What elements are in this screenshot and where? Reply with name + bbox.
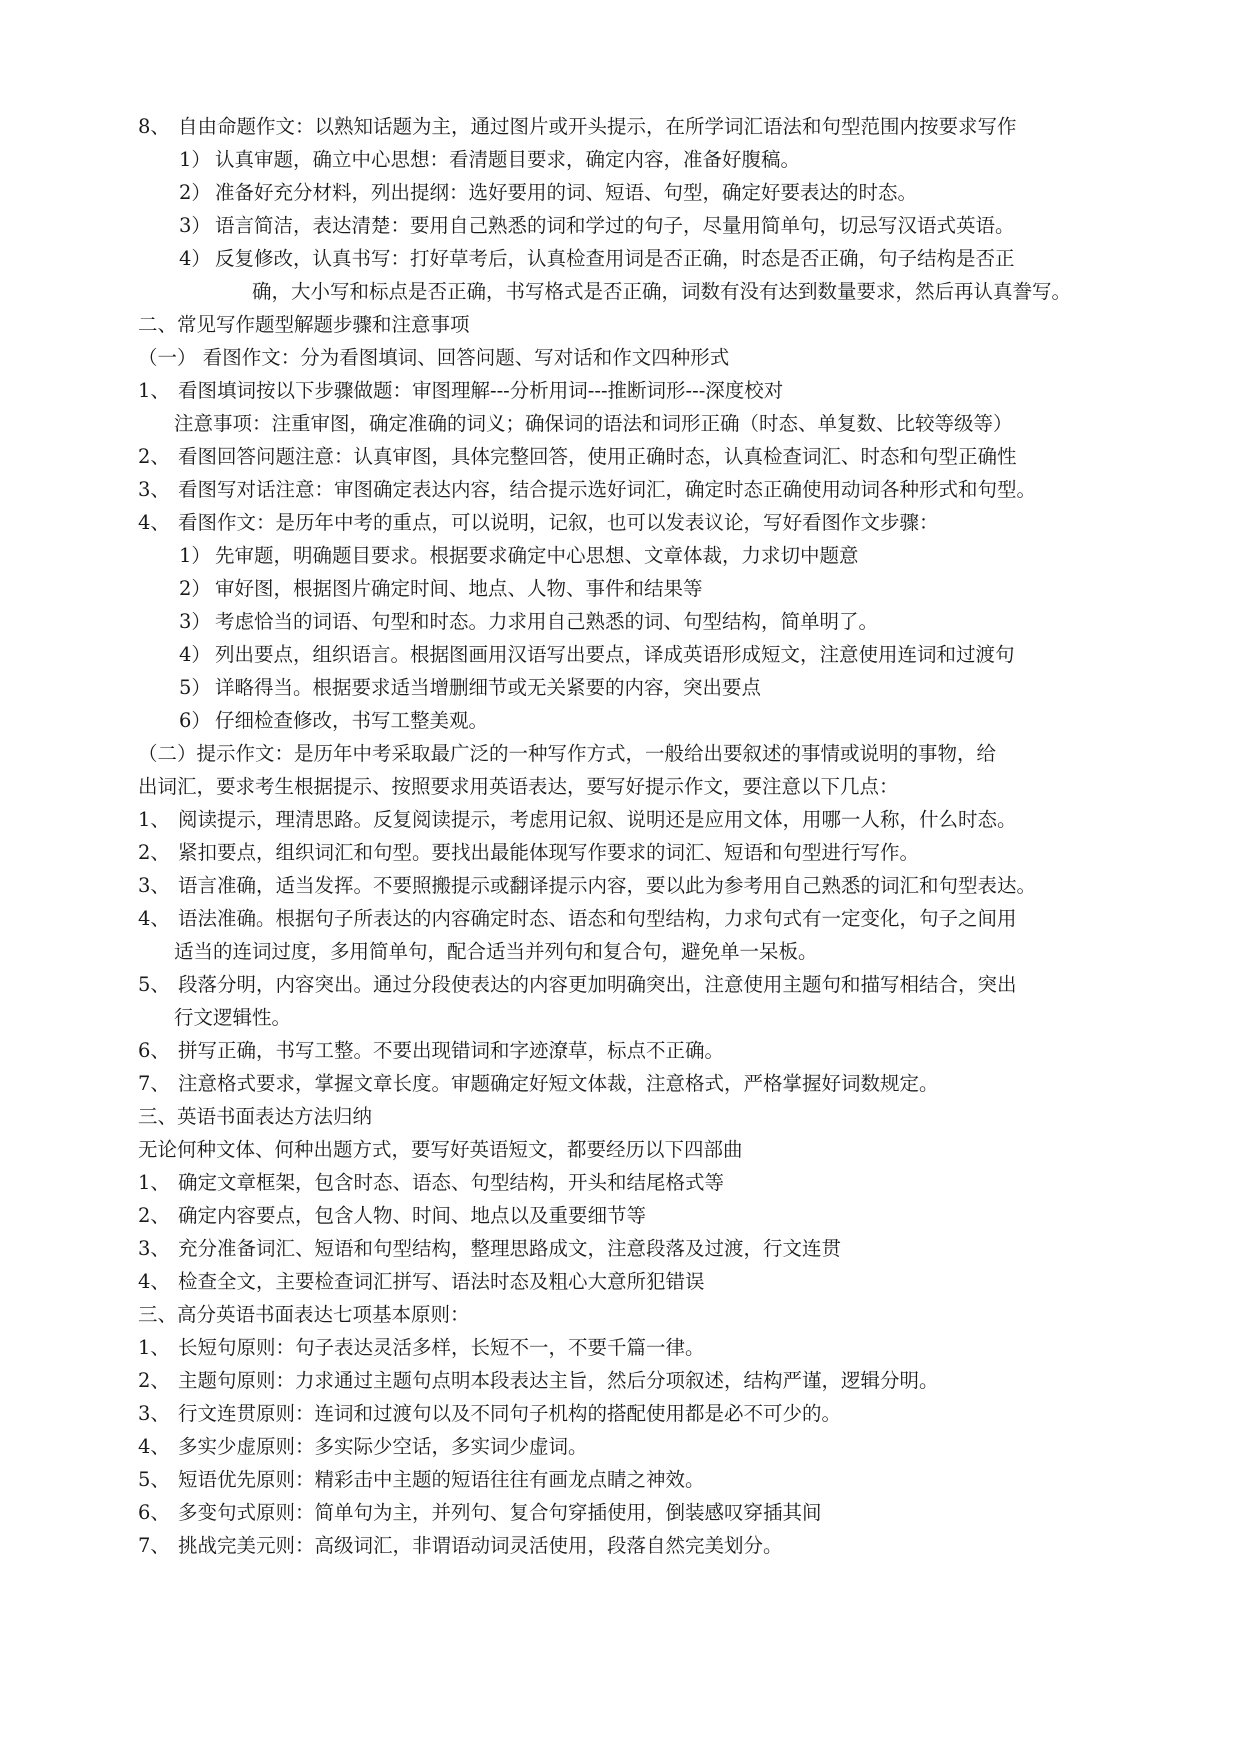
item-number: 7、: [138, 1072, 170, 1095]
line-text: 注意格式要求，掌握文章长度。审题确定好短文体裁，注意格式，严格掌握好词数规定。: [178, 1072, 939, 1095]
text-line: [138, 1463, 1118, 1496]
line-text: 充分准备词汇、短语和句型结构，整理思路成文，注意段落及过渡，行文连贯: [178, 1237, 842, 1260]
item-number: 7、: [138, 1534, 170, 1557]
line-text: 长短句原则：句子表达灵活多样，长短不一，不要千篇一律。: [178, 1336, 705, 1359]
item-number: 3）: [179, 214, 211, 237]
line-text: 三、英语书面表达方法归纳: [138, 1105, 373, 1128]
text-line: [138, 737, 1118, 770]
line-text: 语言简洁，表达清楚：要用自己熟悉的词和学过的句子，尽量用简单句，切忌写汉语式英语。: [215, 214, 1015, 237]
text-line: [138, 1232, 1118, 1265]
text-line: [138, 1529, 1118, 1562]
line-text: 列出要点，组织语言。根据图画用汉语写出要点，译成英语形成短文，注意使用连词和过渡句: [215, 643, 1015, 666]
text-line: [138, 539, 1118, 572]
text-line: [138, 1397, 1118, 1430]
line-text: 仔细检查修改，书写工整美观。: [215, 709, 489, 732]
line-text: 注意事项：注重审图，确定准确的词义；确保词的语法和词形正确（时态、单复数、比较等级等）: [174, 412, 1013, 435]
line-text: 二、常见写作题型解题步骤和注意事项: [138, 313, 470, 336]
line-text: 自由命题作文：以熟知话题为主，通过图片或开头提示，在所学词汇语法和句型范围内按要求写作: [178, 115, 1017, 138]
line-text: 认真审题，确立中心思想：看清题目要求，确定内容，准备好腹稿。: [215, 148, 801, 171]
item-number: 1）: [179, 544, 211, 567]
line-text: 看图填词按以下步骤做题：审图理解---分析用词---推断词形---深度校对: [178, 379, 784, 402]
text-line: [138, 605, 1118, 638]
text-line: [138, 869, 1118, 902]
item-number: 1、: [138, 1336, 170, 1359]
text-line: [138, 803, 1118, 836]
item-number: 4、: [138, 511, 170, 534]
line-text: 先审题，明确题目要求。根据要求确定中心思想、文章体裁，力求切中题意: [215, 544, 859, 567]
line-text: （一） 看图作文：分为看图填词、回答问题、写对话和作文四种形式: [138, 346, 730, 369]
item-number: 3、: [138, 874, 170, 897]
line-text: 短语优先原则：精彩击中主题的短语往往有画龙点睛之神效。: [178, 1468, 705, 1491]
text-line: [138, 836, 1118, 869]
item-number: 2、: [138, 841, 170, 864]
line-text: 确，大小写和标点是否正确，书写格式是否正确，词数有没有达到数量要求，然后再认真誊写。: [252, 280, 1072, 303]
text-line: [138, 902, 1118, 935]
line-text: 语言准确，适当发挥。不要照搬提示或翻译提示内容，要以此为参考用自己熟悉的词汇和句型表达。: [178, 874, 1037, 897]
line-text: 准备好充分材料，列出提纲：选好要用的词、短语、句型，确定好要表达的时态。: [215, 181, 918, 204]
line-text: 阅读提示，理清思路。反复阅读提示，考虑用记叙、说明还是应用文体，用哪一人称，什么时态。: [178, 808, 1017, 831]
text-line: [138, 506, 1118, 539]
item-number: 2、: [138, 1369, 170, 1392]
line-text: 反复修改，认真书写：打好草考后，认真检查用词是否正确，时态是否正确，句子结构是否正: [215, 247, 1015, 270]
line-text: 主题句原则：力求通过主题句点明本段表达主旨，然后分项叙述，结构严谨，逻辑分明。: [178, 1369, 939, 1392]
line-text: 适当的连词过度，多用简单句，配合适当并列句和复合句，避免单一呆板。: [174, 940, 818, 963]
text-line: [138, 1199, 1118, 1232]
line-text: 确定文章框架，包含时态、语态、句型结构，开头和结尾格式等: [178, 1171, 725, 1194]
item-number: 6）: [179, 709, 211, 732]
line-text: （二）提示作文：是历年中考采取最广泛的一种写作方式，一般给出要叙述的事情或说明的事物，给: [138, 742, 997, 765]
line-text: 语法准确。根据句子所表达的内容确定时态、语态和句型结构，力求句式有一定变化，句子之间用: [178, 907, 1017, 930]
item-number: 5、: [138, 1468, 170, 1491]
text-line: [138, 671, 1118, 704]
text-line: [138, 1100, 1118, 1133]
line-text: 审好图，根据图片确定时间、地点、人物、事件和结果等: [215, 577, 703, 600]
document-page: [138, 110, 1118, 1562]
text-line: [138, 407, 1118, 440]
line-text: 多变句式原则：简单句为主，并列句、复合句穿插使用，倒装感叹穿插其间: [178, 1501, 822, 1524]
line-text: 看图写对话注意：审图确定表达内容，结合提示选好词汇，确定时态正确使用动词各种形式和句型。: [178, 478, 1037, 501]
text-line: [138, 473, 1118, 506]
text-line: [138, 143, 1118, 176]
text-line: [138, 341, 1118, 374]
text-line: [138, 1166, 1118, 1199]
line-text: 挑战完美元则：高级词汇，非谓语动词灵活使用，段落自然完美划分。: [178, 1534, 783, 1557]
text-line: [138, 1430, 1118, 1463]
line-text: 拼写正确，书写工整。不要出现错词和字迹潦草，标点不正确。: [178, 1039, 725, 1062]
line-text: 确定内容要点，包含人物、时间、地点以及重要细节等: [178, 1204, 647, 1227]
item-number: 2）: [179, 181, 211, 204]
text-line: [138, 572, 1118, 605]
item-number: 2、: [138, 445, 170, 468]
item-number: 6、: [138, 1039, 170, 1062]
item-number: 2）: [179, 577, 211, 600]
text-line: [138, 1034, 1118, 1067]
text-line: [138, 1331, 1118, 1364]
item-number: 4、: [138, 1270, 170, 1293]
text-line: [138, 1496, 1118, 1529]
line-text: 行文逻辑性。: [174, 1006, 292, 1029]
item-number: 3、: [138, 1237, 170, 1260]
item-number: 3）: [179, 610, 211, 633]
line-text: 段落分明，内容突出。通过分段使表达的内容更加明确突出，注意使用主题句和描写相结合，突出: [178, 973, 1017, 996]
text-line: [138, 968, 1118, 1001]
text-line: [138, 308, 1118, 341]
text-line: [138, 275, 1118, 308]
item-number: 1、: [138, 379, 170, 402]
text-line: [138, 1001, 1118, 1034]
item-number: 5、: [138, 973, 170, 996]
item-number: 8、: [138, 115, 170, 138]
text-line: [138, 209, 1118, 242]
item-number: 1、: [138, 1171, 170, 1194]
text-line: [138, 770, 1118, 803]
text-line: [138, 1133, 1118, 1166]
item-number: 5）: [179, 676, 211, 699]
text-line: [138, 440, 1118, 473]
item-number: 3、: [138, 1402, 170, 1425]
item-number: 4）: [179, 247, 211, 270]
text-line: [138, 1364, 1118, 1397]
text-line: [138, 242, 1118, 275]
text-line: [138, 1067, 1118, 1100]
line-text: 考虑恰当的词语、句型和时态。力求用自己熟悉的词、句型结构，简单明了。: [215, 610, 879, 633]
item-number: 4、: [138, 907, 170, 930]
text-line: [138, 638, 1118, 671]
item-number: 6、: [138, 1501, 170, 1524]
item-number: 4、: [138, 1435, 170, 1458]
item-number: 4）: [179, 643, 211, 666]
line-text: 三、高分英语书面表达七项基本原则：: [138, 1303, 470, 1326]
line-text: 看图回答问题注意：认真审图，具体完整回答，使用正确时态，认真检查词汇、时态和句型正确性: [178, 445, 1017, 468]
line-text: 无论何种文体、何种出题方式，要写好英语短文，都要经历以下四部曲: [138, 1138, 743, 1161]
line-text: 看图作文：是历年中考的重点，可以说明，记叙，也可以发表议论，写好看图作文步骤：: [178, 511, 939, 534]
text-line: [138, 704, 1118, 737]
item-number: 2、: [138, 1204, 170, 1227]
text-line: [138, 1265, 1118, 1298]
line-text: 紧扣要点，组织词汇和句型。要找出最能体现写作要求的词汇、短语和句型进行写作。: [178, 841, 920, 864]
item-number: 1、: [138, 808, 170, 831]
line-text: 多实少虚原则：多实际少空话，多实词少虚词。: [178, 1435, 588, 1458]
text-line: [138, 110, 1118, 143]
item-number: 1）: [179, 148, 211, 171]
line-text: 检查全文，主要检查词汇拼写、语法时态及粗心大意所犯错误: [178, 1270, 705, 1293]
line-text: 详略得当。根据要求适当增删细节或无关紧要的内容，突出要点: [215, 676, 762, 699]
line-text: 出词汇，要求考生根据提示、按照要求用英语表达，要写好提示作文，要注意以下几点：: [138, 775, 899, 798]
line-text: 行文连贯原则：连词和过渡句以及不同句子机构的搭配使用都是必不可少的。: [178, 1402, 842, 1425]
text-line: [138, 935, 1118, 968]
item-number: 3、: [138, 478, 170, 501]
text-line: [138, 1298, 1118, 1331]
text-line: [138, 374, 1118, 407]
text-line: [138, 176, 1118, 209]
